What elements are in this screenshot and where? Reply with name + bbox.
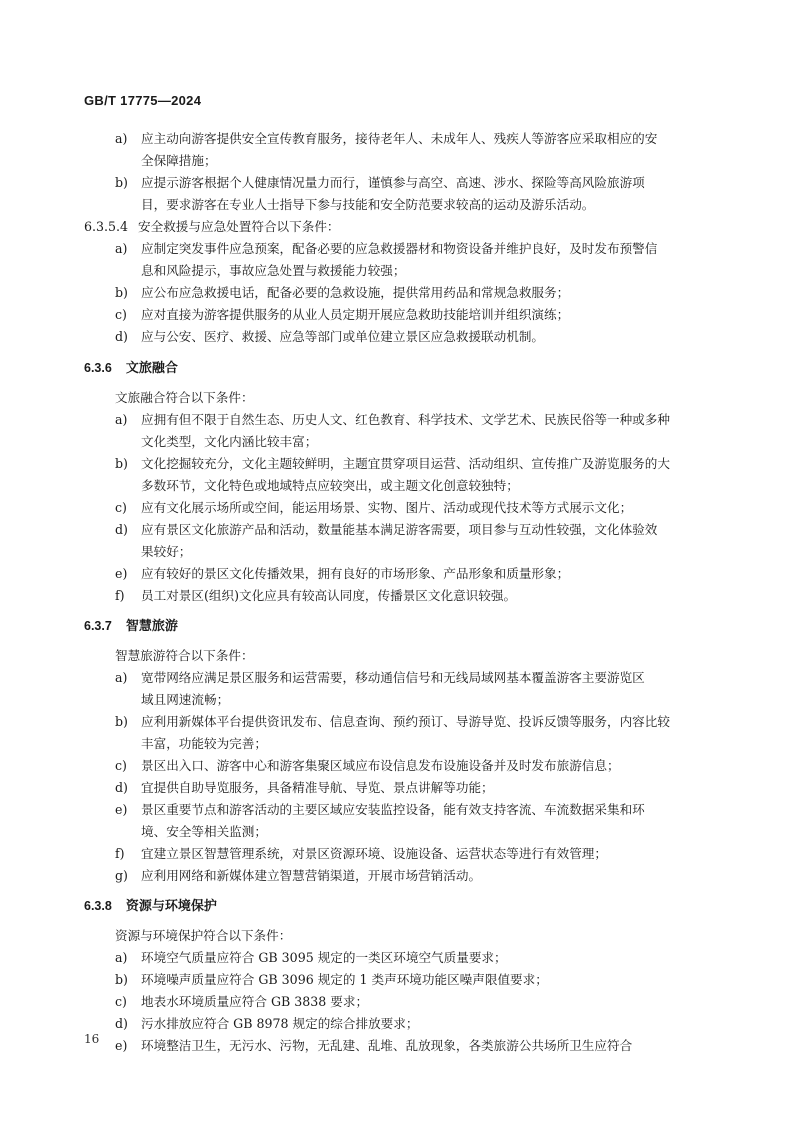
section-title: 资源与环境保护	[125, 898, 217, 913]
section-number: 6.3.7	[84, 619, 112, 633]
list-item-text: 应对直接为游客提供服务的从业人员定期开展应急救助技能培训并组织演练；	[141, 307, 570, 322]
list-item-label: g)	[115, 868, 128, 883]
list-item-text: 应利用新媒体平台提供资讯发布、信息查询、预约预订、导游导览、投诉反馈等服务，内容比较	[141, 714, 670, 729]
list-item-text: 宜提供自助导览服务，具备精准导航、导览、景点讲解等功能；	[141, 780, 494, 795]
list-item-label: d)	[115, 780, 128, 795]
list-item-text: 应主动向游客提供安全宣传教育服务，接待老年人、未成年人、残疾人等游客应采取相应的安	[141, 131, 658, 146]
list-item-text: 环境整洁卫生，无污水、污物，无乱建、乱堆、乱放现象，各类旅游公共场所卫生应符合	[141, 1038, 633, 1053]
list-item-label: a)	[115, 131, 128, 146]
list-item-label: e)	[115, 1038, 128, 1053]
list-item-label: e)	[115, 566, 128, 581]
list-item-text: 应有景区文化旅游产品和活动，数量能基本满足游客需要，项目参与互动性较强，文化体验效	[141, 522, 658, 537]
list-item-label: d)	[115, 522, 128, 537]
list-item-text: 应有文化展示场所或空间，能运用场景、实物、图片、活动或现代技术等方式展示文化；	[141, 500, 633, 515]
list-item-text: 应有较好的景区文化传播效果，拥有良好的市场形象、产品形象和质量形象；	[141, 566, 570, 581]
page-number: 16	[84, 1032, 100, 1046]
list-item-label: c)	[115, 500, 127, 515]
list-item-label: e)	[115, 802, 128, 817]
list-item-label: b)	[115, 714, 128, 729]
list-item-text: 域且网速流畅；	[141, 692, 230, 707]
list-item-text: 污水排放应符合 GB 8978 规定的综合排放要求；	[141, 1016, 419, 1031]
list-item-text: 息和风险提示，事故应急处置与救援能力较强；	[141, 263, 406, 278]
list-item-text: 宜建立景区智慧管理系统，对景区资源环境、设施设备、运营状态等进行有效管理；	[141, 846, 607, 861]
list-item-label: d)	[115, 329, 128, 344]
paragraph: 文旅融合符合以下条件：	[115, 390, 254, 405]
list-item-text: 宽带网络应满足景区服务和运营需要，移动通信信号和无线局域网基本覆盖游客主要游览区	[141, 670, 645, 685]
page-header: GB/T 17775—2024	[84, 93, 202, 108]
list-item-label: b)	[115, 175, 128, 190]
section-heading	[84, 895, 217, 917]
list-item-label: d)	[115, 1016, 128, 1031]
list-item-text: 丰富，功能较为完善；	[141, 736, 267, 751]
section-heading	[84, 615, 178, 637]
list-item-label: b)	[115, 972, 128, 987]
list-item-text: 应公布应急救援电话，配备必要的急救设施，提供常用药品和常规急救服务；	[141, 285, 570, 300]
section-heading	[84, 357, 178, 379]
section-number: 6.3.8	[84, 899, 112, 913]
list-item-label: a)	[115, 950, 128, 965]
list-item-text: 应提示游客根据个人健康情况量力而行，谨慎参与高空、高速、涉水、探险等高风险旅游项	[141, 175, 645, 190]
list-item-text: 景区重要节点和游客活动的主要区域应安装监控设备，能有效支持客流、车流数据采集和环	[141, 802, 645, 817]
list-item-label: a)	[115, 241, 128, 256]
clause-text: 安全救援与应急处置符合以下条件：	[138, 219, 340, 234]
list-item-label: c)	[115, 307, 127, 322]
list-item-text: 景区出入口、游客中心和游客集聚区域应布设信息发布设施设备并及时发布旅游信息；	[141, 758, 620, 773]
list-item-text: 地表水环境质量应符合 GB 3838 要求；	[141, 994, 369, 1009]
list-item-text: 果较好；	[141, 544, 192, 559]
list-item-text: 全保障措施；	[141, 153, 217, 168]
paragraph: 智慧旅游符合以下条件：	[115, 648, 254, 663]
list-item-text: 境、安全等相关监测；	[141, 824, 267, 839]
list-item-label: f)	[115, 588, 125, 603]
section-number: 6.3.6	[84, 361, 112, 375]
list-item-text: 应制定突发事件应急预案，配备必要的应急救援器材和物资设备并维护良好，及时发布预警信	[141, 241, 658, 256]
clause-number: 6.3.5.4	[84, 219, 129, 234]
list-item-text: 应与公安、医疗、救援、应急等部门或单位建立景区应急救援联动机制。	[141, 329, 544, 344]
list-item-text: 应拥有但不限于自然生态、历史人文、红色教育、科学技术、文学艺术、民族民俗等一种或多种	[141, 412, 670, 427]
list-item-text: 环境空气质量应符合 GB 3095 规定的一类区环境空气质量要求；	[141, 950, 507, 965]
list-item-label: c)	[115, 994, 127, 1009]
list-item-text: 应利用网络和新媒体建立智慧营销渠道，开展市场营销活动。	[141, 868, 482, 883]
list-item-text: 文化挖掘较充分，文化主题较鲜明，主题宜贯穿项目运营、活动组织、宣传推广及游览服务的大	[141, 456, 670, 471]
list-item-text: 文化类型，文化内涵比较丰富；	[141, 434, 318, 449]
section-title: 文旅融合	[125, 360, 178, 375]
section-title: 智慧旅游	[125, 618, 178, 633]
list-item-text: 员工对景区(组织)文化应具有较高认同度，传播景区文化意识较强。	[141, 588, 517, 603]
list-item-label: b)	[115, 285, 128, 300]
paragraph: 资源与环境保护符合以下条件：	[115, 928, 292, 943]
list-item-label: b)	[115, 456, 128, 471]
list-item-label: c)	[115, 758, 127, 773]
list-item-label: f)	[115, 846, 125, 861]
list-item-text: 环境噪声质量应符合 GB 3096 规定的 1 类声环境功能区噪声限值要求；	[141, 972, 548, 987]
list-item-label: a)	[115, 670, 128, 685]
list-item-text: 目，要求游客在专业人士指导下参与技能和安全防范要求较高的运动及游乐活动。	[141, 197, 595, 212]
list-item-text: 多数环节，文化特色或地域特点应较突出，或主题文化创意较独特；	[141, 478, 519, 493]
list-item-label: a)	[115, 412, 128, 427]
